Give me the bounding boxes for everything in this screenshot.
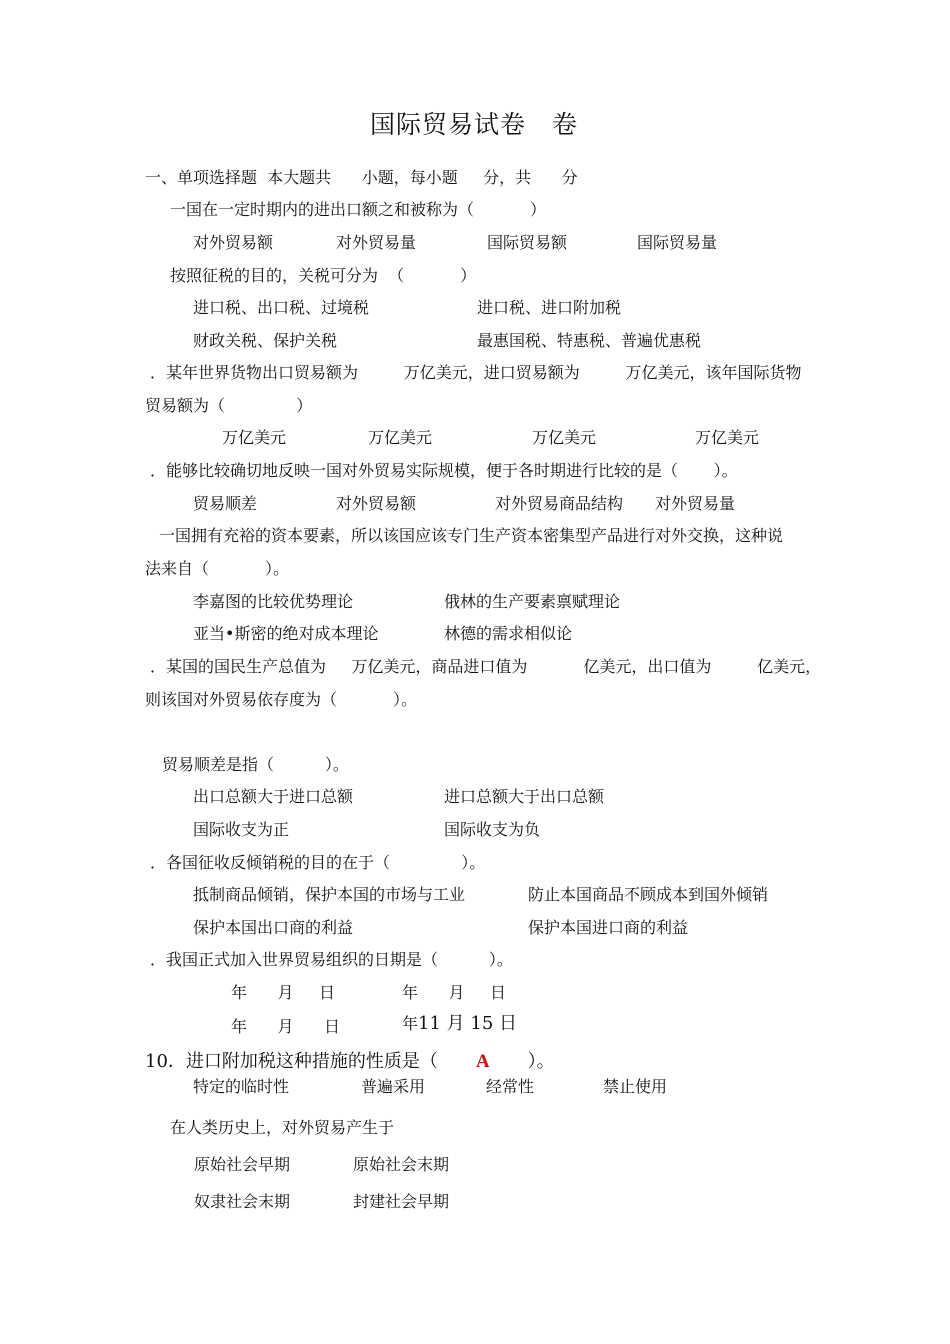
q10-option-b: 普遍采用 <box>361 1077 426 1096</box>
q4-option-c: 对外贸易商品结构 <box>495 494 624 513</box>
q5-option-a: 李嘉图的比较优势理论 <box>193 592 354 611</box>
q8-option-c: 保护本国出口商的利益 <box>193 918 354 937</box>
q9-option-d-year: 年 <box>402 1014 419 1033</box>
q4-option-a: 贸易顺差 <box>193 494 258 513</box>
q8-option-b: 防止本国商品不顾成本到国外倾销 <box>528 885 769 904</box>
q3-option-a: 万亿美元 <box>222 428 287 447</box>
q10-answer-mark: A <box>475 1051 490 1072</box>
q2-option-a: 进口税、出口税、过境税 <box>193 298 370 317</box>
q8-option-d: 保护本国进口商的利益 <box>528 918 689 937</box>
q9-option-d-date: 11 月 15 日 <box>418 1013 517 1034</box>
q11-option-b: 原始社会末期 <box>353 1155 450 1174</box>
q3-option-d: 万亿美元 <box>695 428 760 447</box>
q1-option-b: 对外贸易量 <box>336 233 417 252</box>
question-11-stem: 在人类历史上，对外贸易产生于 <box>170 1118 395 1137</box>
question-5-stem-line2: 法来自（ ）。 <box>145 559 289 578</box>
q2-option-b: 进口税、进口附加税 <box>477 298 622 317</box>
q10-option-a: 特定的临时性 <box>193 1077 290 1096</box>
question-3-stem-line1: ．某年世界货物出口贸易额为 万亿美元，进口贸易额为 万亿美元，该年国际货物 <box>150 363 802 382</box>
q3-option-c: 万亿美元 <box>532 428 597 447</box>
q4-option-d: 对外贸易量 <box>655 494 736 513</box>
q3-option-b: 万亿美元 <box>368 428 433 447</box>
question-3-stem-line2: 贸易额为（ ） <box>145 396 313 415</box>
q9-option-c: 年 月 日 <box>231 1017 341 1036</box>
question-4-stem: ．能够比较确切地反映一国对外贸易实际规模，便于各时期进行比较的是（ ）。 <box>150 461 738 480</box>
q2-option-c: 财政关税、保护关税 <box>193 331 338 350</box>
q1-option-a: 对外贸易额 <box>193 233 274 252</box>
question-10-stem <box>145 1051 555 1073</box>
q11-option-a: 原始社会早期 <box>194 1155 291 1174</box>
question-1-stem: 一国在一定时期内的进出口额之和被称为（ ） <box>170 200 546 219</box>
question-8-stem: ．各国征收反倾销税的目的在于（ ）。 <box>150 853 486 872</box>
question-6-stem-line2: 则该国对外贸易依存度为（ ）。 <box>145 690 417 709</box>
q5-option-d: 林德的需求相似论 <box>444 624 573 643</box>
q1-option-c: 国际贸易额 <box>487 233 568 252</box>
q2-option-d: 最惠国税、特惠税、普遍优惠税 <box>477 331 702 350</box>
q1-option-d: 国际贸易量 <box>637 233 718 252</box>
question-5-stem-line1: 一国拥有充裕的资本要素，所以该国应该专门生产资本密集型产品进行对外交换，这种说 <box>159 526 784 545</box>
q7-option-c: 国际收支为正 <box>193 820 290 839</box>
q11-option-d: 封建社会早期 <box>353 1192 450 1211</box>
section-heading: 一、单项选择题 本大题共 小题，每小题 分，共 分 <box>145 168 578 187</box>
q10-stem-suffix: ）。 <box>527 1051 555 1072</box>
q10-option-d: 禁止使用 <box>603 1077 668 1096</box>
question-9-stem: ．我国正式加入世界贸易组织的日期是（ ）。 <box>150 950 513 969</box>
q10-option-c: 经常性 <box>486 1077 535 1096</box>
question-6-stem-line1: ．某国的国民生产总值为 万亿美元，商品进口值为 亿美元，出口值为 亿美元， <box>150 657 822 676</box>
q10-stem-prefix: 10．进口附加税这种措施的性质是（ <box>145 1051 438 1072</box>
page-title: 国际贸易试卷 卷 <box>370 110 579 139</box>
q7-option-b: 进口总额大于出口总额 <box>444 787 605 806</box>
q7-option-a: 出口总额大于进口总额 <box>193 787 354 806</box>
question-7-stem: 贸易顺差是指（ ）。 <box>162 755 349 774</box>
q9-option-d <box>402 1014 517 1034</box>
q8-option-a: 抵制商品倾销，保护本国的市场与工业 <box>193 885 466 904</box>
q5-option-b: 俄林的生产要素禀赋理论 <box>444 592 621 611</box>
q7-option-d: 国际收支为负 <box>444 820 541 839</box>
q9-option-a: 年 月 日 <box>231 983 335 1002</box>
q11-option-c: 奴隶社会末期 <box>194 1192 291 1211</box>
question-2-stem: 按照征税的目的，关税可分为 （ ） <box>170 266 477 285</box>
q4-option-b: 对外贸易额 <box>336 494 417 513</box>
q5-option-c: 亚当•斯密的绝对成本理论 <box>193 624 379 643</box>
q9-option-b: 年 月 日 <box>402 983 506 1002</box>
